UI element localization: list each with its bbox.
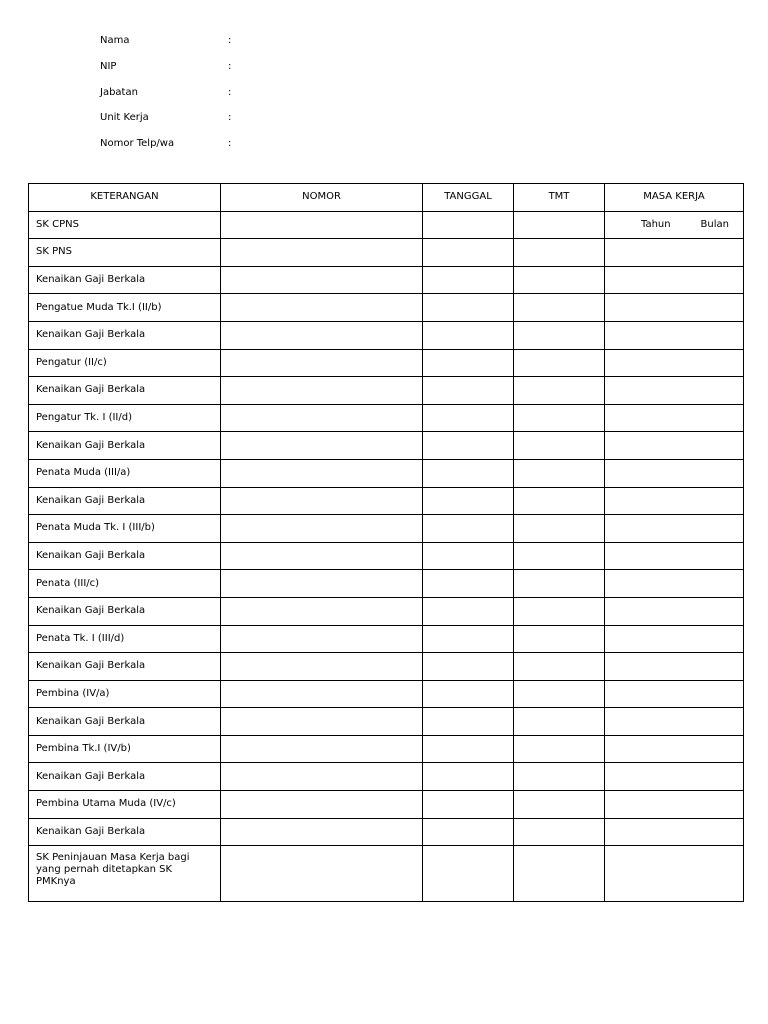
cell-keterangan: Kenaikan Gaji Berkala bbox=[29, 653, 221, 681]
cell-tmt[interactable] bbox=[514, 708, 605, 736]
cell-tanggal[interactable] bbox=[423, 404, 514, 432]
cell-masa-kerja[interactable] bbox=[605, 487, 744, 515]
cell-nomor[interactable] bbox=[221, 597, 423, 625]
cell-keterangan: Kenaikan Gaji Berkala bbox=[29, 597, 221, 625]
table-row bbox=[29, 570, 744, 598]
header-nomor: NOMOR bbox=[221, 184, 423, 212]
cell-masa-kerja[interactable] bbox=[605, 653, 744, 681]
cell-keterangan: Pengatur Tk. I (II/d) bbox=[29, 404, 221, 432]
cell-nomor[interactable] bbox=[221, 515, 423, 543]
cell-masa-kerja[interactable] bbox=[605, 377, 744, 405]
table-row bbox=[29, 542, 744, 570]
cell-masa-kerja[interactable] bbox=[605, 818, 744, 846]
info-colon: : bbox=[228, 35, 232, 46]
cell-tmt[interactable] bbox=[514, 515, 605, 543]
cell-nomor[interactable] bbox=[221, 735, 423, 763]
info-row-jabatan bbox=[100, 86, 231, 112]
cell-nomor[interactable] bbox=[221, 487, 423, 515]
cell-tmt[interactable] bbox=[514, 266, 605, 294]
cell-nomor[interactable] bbox=[221, 266, 423, 294]
header-tmt: TMT bbox=[514, 184, 605, 212]
cell-masa-kerja[interactable] bbox=[605, 680, 744, 708]
table-row bbox=[29, 735, 744, 763]
cell-tanggal[interactable] bbox=[423, 597, 514, 625]
cell-tmt[interactable] bbox=[514, 294, 605, 322]
cell-keterangan: Kenaikan Gaji Berkala bbox=[29, 708, 221, 736]
table-row bbox=[29, 846, 744, 902]
cell-keterangan: Penata Muda (III/a) bbox=[29, 459, 221, 487]
cell-masa-kerja[interactable] bbox=[605, 239, 744, 267]
career-record-table bbox=[28, 183, 744, 902]
cell-tmt[interactable] bbox=[514, 377, 605, 405]
cell-keterangan: Pembina (IV/a) bbox=[29, 680, 221, 708]
table-row bbox=[29, 404, 744, 432]
cell-keterangan: Pengatue Muda Tk.I (II/b) bbox=[29, 294, 221, 322]
cell-nomor[interactable] bbox=[221, 239, 423, 267]
cell-tanggal[interactable] bbox=[423, 570, 514, 598]
cell-masa-kerja[interactable] bbox=[605, 763, 744, 791]
info-row-nomor-telp bbox=[100, 137, 231, 163]
cell-keterangan: Kenaikan Gaji Berkala bbox=[29, 818, 221, 846]
table-row bbox=[29, 377, 744, 405]
info-colon: : bbox=[228, 112, 232, 124]
cell-tmt[interactable] bbox=[514, 239, 605, 267]
cell-nomor[interactable] bbox=[221, 818, 423, 846]
cell-keterangan: Penata (III/c) bbox=[29, 570, 221, 598]
cell-tanggal[interactable] bbox=[423, 542, 514, 570]
cell-tmt[interactable] bbox=[514, 735, 605, 763]
cell-tanggal[interactable] bbox=[423, 321, 514, 349]
cell-tmt[interactable] bbox=[514, 570, 605, 598]
table-row bbox=[29, 791, 744, 819]
cell-nomor[interactable] bbox=[221, 542, 423, 570]
cell-tanggal[interactable] bbox=[423, 818, 514, 846]
table-row bbox=[29, 459, 744, 487]
table-row bbox=[29, 349, 744, 377]
table-row bbox=[29, 294, 744, 322]
cell-tmt[interactable] bbox=[514, 653, 605, 681]
info-colon: : bbox=[228, 138, 232, 150]
info-label: Unit Kerja bbox=[100, 112, 149, 124]
cell-tanggal[interactable] bbox=[423, 708, 514, 736]
cell-keterangan: Penata Tk. I (III/d) bbox=[29, 625, 221, 653]
cell-nomor[interactable] bbox=[221, 570, 423, 598]
cell-keterangan: Kenaikan Gaji Berkala bbox=[29, 266, 221, 294]
cell-keterangan: Kenaikan Gaji Berkala bbox=[29, 432, 221, 460]
cell-tanggal[interactable] bbox=[423, 349, 514, 377]
cell-keterangan: SK Peninjauan Masa Kerja bagi yang pernah ditetapkan SK PMKnya bbox=[29, 846, 221, 902]
cell-masa-kerja[interactable] bbox=[605, 459, 744, 487]
cell-tmt[interactable] bbox=[514, 680, 605, 708]
personal-info-section bbox=[100, 34, 231, 163]
cell-masa-kerja[interactable] bbox=[605, 515, 744, 543]
cell-masa-kerja[interactable] bbox=[605, 432, 744, 460]
cell-nomor[interactable] bbox=[221, 404, 423, 432]
cell-tmt[interactable] bbox=[514, 542, 605, 570]
table-row bbox=[29, 708, 744, 736]
cell-masa-kerja[interactable] bbox=[605, 735, 744, 763]
info-colon: : bbox=[228, 60, 232, 72]
cell-tanggal[interactable] bbox=[423, 432, 514, 460]
table-header-row bbox=[29, 184, 744, 212]
info-row-nip bbox=[100, 60, 231, 86]
cell-tmt[interactable] bbox=[514, 211, 605, 239]
table-row bbox=[29, 818, 744, 846]
cell-keterangan: Kenaikan Gaji Berkala bbox=[29, 321, 221, 349]
cell-tmt[interactable] bbox=[514, 487, 605, 515]
cell-nomor[interactable] bbox=[221, 763, 423, 791]
cell-tmt[interactable] bbox=[514, 321, 605, 349]
cell-tanggal[interactable] bbox=[423, 680, 514, 708]
cell-tanggal[interactable] bbox=[423, 377, 514, 405]
table-row bbox=[29, 763, 744, 791]
info-label: NIP bbox=[100, 60, 117, 72]
header-keterangan: KETERANGAN bbox=[29, 184, 221, 212]
cell-masa-kerja[interactable] bbox=[605, 846, 744, 902]
info-row-nama bbox=[100, 34, 231, 60]
info-label: Nomor Telp/wa bbox=[100, 138, 175, 150]
table-row bbox=[29, 266, 744, 294]
table-row bbox=[29, 515, 744, 543]
cell-tanggal[interactable] bbox=[423, 763, 514, 791]
cell-keterangan: Penata Muda Tk. I (III/b) bbox=[29, 515, 221, 543]
cell-tanggal[interactable] bbox=[423, 791, 514, 819]
cell-tmt[interactable] bbox=[514, 625, 605, 653]
cell-tanggal[interactable] bbox=[423, 625, 514, 653]
cell-masa-kerja[interactable] bbox=[605, 597, 744, 625]
cell-nomor[interactable] bbox=[221, 377, 423, 405]
cell-tanggal[interactable] bbox=[423, 846, 514, 902]
header-tanggal: TANGGAL bbox=[423, 184, 514, 212]
cell-nomor[interactable] bbox=[221, 791, 423, 819]
table-row bbox=[29, 321, 744, 349]
cell-tmt[interactable] bbox=[514, 597, 605, 625]
table-body bbox=[29, 211, 744, 902]
cell-masa-kerja[interactable] bbox=[605, 542, 744, 570]
cell-nomor[interactable] bbox=[221, 211, 423, 239]
cell-keterangan: SK PNS bbox=[29, 239, 221, 267]
header-masa-kerja: MASA KERJA bbox=[605, 184, 744, 212]
table-row bbox=[29, 432, 744, 460]
cell-tmt[interactable] bbox=[514, 818, 605, 846]
cell-keterangan: Pembina Utama Muda (IV/c) bbox=[29, 791, 221, 819]
cell-keterangan: Kenaikan Gaji Berkala bbox=[29, 542, 221, 570]
cell-keterangan: Kenaikan Gaji Berkala bbox=[29, 377, 221, 405]
cell-nomor[interactable] bbox=[221, 294, 423, 322]
cell-tanggal[interactable] bbox=[423, 266, 514, 294]
table-row bbox=[29, 597, 744, 625]
cell-tanggal[interactable] bbox=[423, 459, 514, 487]
cell-masa-kerja[interactable] bbox=[605, 708, 744, 736]
table-row bbox=[29, 239, 744, 267]
cell-tanggal[interactable] bbox=[423, 515, 514, 543]
cell-keterangan: Kenaikan Gaji Berkala bbox=[29, 487, 221, 515]
cell-tanggal[interactable] bbox=[423, 239, 514, 267]
info-colon: : bbox=[228, 86, 232, 98]
cell-masa-kerja[interactable] bbox=[605, 321, 744, 349]
cell-masa-kerja[interactable] bbox=[605, 570, 744, 598]
cell-tmt[interactable] bbox=[514, 763, 605, 791]
masa-kerja-subheaders bbox=[605, 219, 743, 231]
masa-kerja-bulan-label: Bulan bbox=[700, 218, 729, 230]
table-row bbox=[29, 625, 744, 653]
cell-tanggal[interactable] bbox=[423, 653, 514, 681]
cell-nomor[interactable] bbox=[221, 708, 423, 736]
cell-keterangan: SK CPNS bbox=[29, 211, 221, 239]
cell-nomor[interactable] bbox=[221, 625, 423, 653]
cell-tanggal[interactable] bbox=[423, 211, 514, 239]
cell-tmt[interactable] bbox=[514, 791, 605, 819]
cell-masa-kerja[interactable] bbox=[605, 266, 744, 294]
table-row bbox=[29, 487, 744, 515]
info-label: Nama bbox=[100, 35, 130, 46]
cell-nomor[interactable] bbox=[221, 653, 423, 681]
table-row bbox=[29, 653, 744, 681]
cell-nomor[interactable] bbox=[221, 321, 423, 349]
table-row bbox=[29, 211, 744, 239]
cell-tmt[interactable] bbox=[514, 404, 605, 432]
cell-nomor[interactable] bbox=[221, 459, 423, 487]
cell-masa-kerja[interactable] bbox=[605, 211, 744, 239]
table-row bbox=[29, 680, 744, 708]
cell-tmt[interactable] bbox=[514, 432, 605, 460]
cell-tanggal[interactable] bbox=[423, 487, 514, 515]
cell-nomor[interactable] bbox=[221, 432, 423, 460]
cell-tmt[interactable] bbox=[514, 349, 605, 377]
cell-keterangan: Pengatur (II/c) bbox=[29, 349, 221, 377]
cell-masa-kerja[interactable] bbox=[605, 349, 744, 377]
cell-tanggal[interactable] bbox=[423, 735, 514, 763]
cell-masa-kerja[interactable] bbox=[605, 404, 744, 432]
cell-tanggal[interactable] bbox=[423, 294, 514, 322]
cell-masa-kerja[interactable] bbox=[605, 625, 744, 653]
cell-keterangan: Pembina Tk.I (IV/b) bbox=[29, 735, 221, 763]
cell-nomor[interactable] bbox=[221, 680, 423, 708]
cell-nomor[interactable] bbox=[221, 846, 423, 902]
masa-kerja-tahun-label: Tahun bbox=[641, 218, 671, 230]
cell-keterangan: Kenaikan Gaji Berkala bbox=[29, 763, 221, 791]
cell-nomor[interactable] bbox=[221, 349, 423, 377]
cell-tmt[interactable] bbox=[514, 846, 605, 902]
cell-tmt[interactable] bbox=[514, 459, 605, 487]
info-row-unit-kerja bbox=[100, 111, 231, 137]
cell-masa-kerja[interactable] bbox=[605, 294, 744, 322]
info-label: Jabatan bbox=[100, 86, 138, 98]
cell-masa-kerja[interactable] bbox=[605, 791, 744, 819]
